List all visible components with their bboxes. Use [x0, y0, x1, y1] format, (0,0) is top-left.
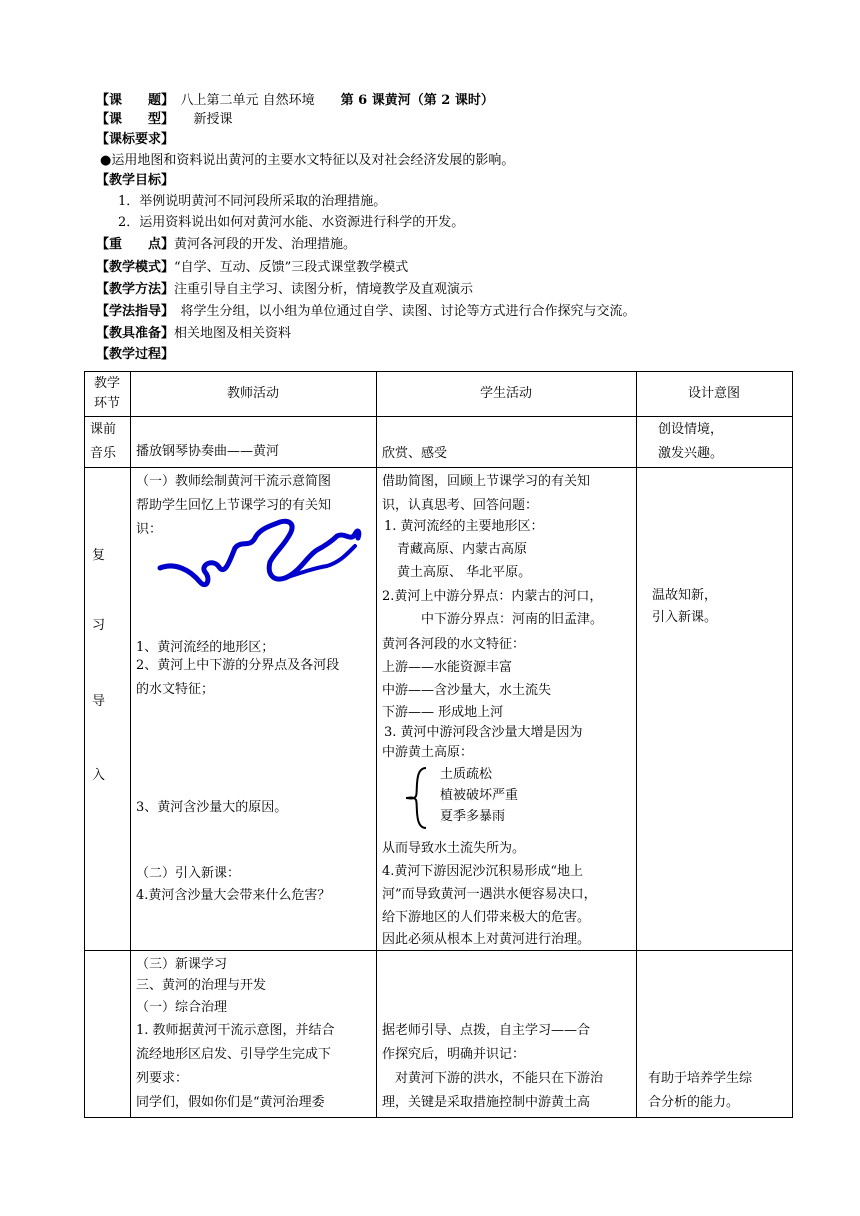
type-label: 【课 型】	[96, 112, 168, 127]
row2-intent-2: 引入新课。	[652, 610, 718, 625]
row3-intent-2: 合分析的能力。	[648, 1095, 740, 1110]
row2-student-10: 中游——含沙量大，水土流失	[382, 683, 552, 698]
row2-student-20: 给下游地区的人们带来极大的危害。	[382, 910, 591, 925]
topic-line	[96, 92, 494, 110]
row2-student-18: 4.黄河下游因泥沙沉积易形成“地上	[382, 864, 584, 879]
row1-intent-2: 激发兴趣。	[658, 446, 724, 461]
row2-student-13: 中游黄土高原：	[382, 745, 474, 760]
method-value: 注重引导自主学习、读图分析，情境教学及直观演示	[174, 282, 474, 297]
mode-value: “自学、互动、反馈”三段式课堂教学模式	[174, 260, 409, 275]
row2-intent-1: 温故知新，	[652, 588, 718, 603]
row1-teacher: 播放钢琴协奏曲——黄河	[136, 444, 280, 459]
header-teacher: 教师活动	[226, 386, 279, 401]
row2-student-3: 1. 黄河流经的主要地形区：	[384, 519, 544, 534]
row1-stage-2: 音乐	[90, 446, 117, 461]
row2-teacher-7: 3、黄河含沙量大的原因。	[136, 800, 288, 815]
guide-label: 【学法指导】	[96, 304, 168, 319]
river-path	[160, 521, 359, 584]
row2-teacher-6: 的水文特征；	[136, 682, 215, 697]
guide-line	[96, 303, 636, 321]
row2-student-2: 识，认真思考、回答问题：	[382, 498, 539, 513]
row2-teacher-3: 识：	[136, 522, 163, 537]
standard-text: ●运用地图和资料说出黄河的主要水文特征以及对社会经济发展的影响。	[100, 153, 515, 168]
tools-label: 【教具准备】	[96, 326, 175, 341]
row3-teacher-5: 流经地形区启发、引导学生完成下	[136, 1047, 332, 1062]
row2-stage-3: 导	[92, 694, 106, 709]
row2-student-12: 3. 黄河中游河段含沙量大增是因为	[384, 725, 583, 740]
row2-teacher-4: 1、黄河流经的地形区；	[136, 640, 275, 655]
row2-student-8: 黄河各河段的水文特征：	[382, 637, 526, 652]
tools-value: 相关地图及相关资料	[174, 326, 292, 341]
row1-intent-1: 创设情境，	[658, 422, 724, 437]
row2-stage-1: 复	[92, 548, 106, 563]
row2-student-6: 2.黄河上中游分界点：内蒙古的河口，	[382, 589, 603, 604]
row2-student-21: 因此必须从根本上对黄河进行治理。	[382, 932, 591, 947]
standard-label: 【课标要求】	[96, 132, 175, 147]
row2-student-7: 中下游分界点：河南的旧孟津。	[382, 612, 604, 627]
row1-student: 欣赏、感受	[382, 446, 448, 461]
row2-student-4: 青藏高原、内蒙古高原	[384, 542, 528, 557]
brace-icon	[404, 766, 430, 830]
row3-student-3: 对黄河下游的洪水，不能只在下游治	[382, 1071, 604, 1086]
type-line	[96, 111, 233, 129]
header-student: 学生活动	[479, 386, 532, 401]
row2-student-17: 从而导致水土流失所为。	[382, 841, 526, 856]
keypoint-value: 黄河各河段的开发、治理措施。	[174, 237, 357, 252]
mode-line	[96, 259, 408, 277]
row3-student-4: 理，关键是采取措施控制中游黄土高	[382, 1095, 591, 1110]
tools-line	[96, 325, 291, 343]
guide-value: 将学生分组，以小组为单位通过自学、读图、讨论等方式进行合作探究与交流。	[167, 304, 636, 319]
row2-teacher-8: （二）引入新课：	[136, 866, 241, 881]
header-intent: 设计意图	[687, 386, 740, 401]
goal-1: 1．举例说明黄河不同河段所采取的治理措施。	[118, 194, 387, 209]
row3-intent-1: 有助于培养学生综	[648, 1071, 753, 1086]
header-stage-1: 教学	[93, 376, 120, 391]
row2-student-19: 河”而导致黄河一遇洪水便容易决口，	[382, 887, 597, 902]
keypoint-line	[96, 236, 356, 254]
row3-teacher-6: 列要求：	[136, 1071, 189, 1086]
goals-label: 【教学目标】	[96, 173, 175, 188]
row3-teacher-2: 三、黄河的治理与开发	[136, 978, 267, 993]
yellow-river-sketch	[155, 510, 370, 600]
row2-stage-2: 习	[92, 618, 106, 633]
header-cell-stage	[84, 374, 130, 414]
row2-teacher-2: 帮助学生回忆上节课学习的有关知	[136, 498, 332, 513]
row2-teacher-9: 4.黄河含沙量大会带来什么危害？	[136, 888, 331, 903]
row3-student-2: 作探究后，明确并识记：	[382, 1047, 526, 1062]
row2-stage-4: 入	[92, 768, 106, 783]
row2-student-11: 下游—— 形成地上河	[382, 705, 504, 720]
method-label: 【教学方法】	[96, 282, 175, 297]
row2-student-14: 土质疏松	[440, 767, 493, 782]
goal-2: 2．运用资料说出如何对黄河水能、水资源进行科学的开发。	[118, 215, 465, 230]
row3-teacher-7: 同学们，假如你们是“黄河治理委	[136, 1095, 325, 1110]
type-value: 新授课	[167, 112, 233, 127]
row1-stage-1: 课前	[90, 422, 117, 437]
topic-lesson: 第 6 课黄河（第 2 课时）	[340, 93, 494, 108]
method-line	[96, 281, 473, 299]
row3-teacher-4: 1. 教师据黄河干流示意图，并结合	[136, 1023, 335, 1038]
topic-label: 【课 题】	[96, 93, 168, 108]
row2-student-15: 植被破坏严重	[440, 788, 519, 803]
header-stage-2: 环节	[93, 396, 120, 411]
row3-student-1: 据老师引导、点拨，自主学习——合	[382, 1023, 591, 1038]
process-label: 【教学过程】	[96, 347, 175, 362]
keypoint-label: 【重 点】	[96, 237, 175, 252]
row2-student-16: 夏季多暴雨	[440, 809, 506, 824]
row3-teacher-1: （三）新课学习	[136, 957, 228, 972]
mode-label: 【教学模式】	[96, 260, 175, 275]
row2-student-5: 黄土高原、 华北平原。	[384, 565, 532, 580]
topic-value: 八上第二单元 自然环境	[167, 93, 341, 108]
row2-student-9: 上游——水能资源丰富	[382, 660, 513, 675]
row2-teacher-5: 2、黄河上中下游的分界点及各河段	[136, 658, 340, 673]
row2-teacher-1: （一）教师绘制黄河干流示意简图	[136, 474, 332, 489]
row2-student-1: 借助简图，回顾上节课学习的有关知	[382, 474, 591, 489]
row3-teacher-3: （一）综合治理	[136, 1000, 228, 1015]
